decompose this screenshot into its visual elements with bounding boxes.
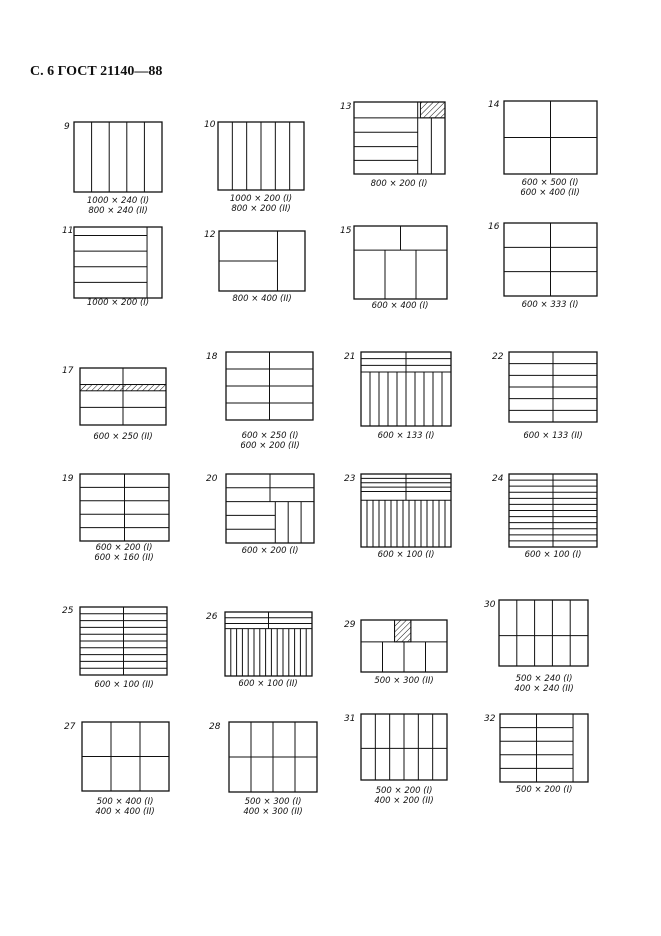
box-outline (500, 714, 588, 782)
caption-line: 600 × 100 (I) (524, 550, 582, 560)
diagram-number: 27 (64, 722, 76, 732)
caption-line: 600 × 133 (I) (377, 431, 435, 441)
caption-line: 600 × 400 (II) (520, 188, 580, 198)
diagram-caption (225, 546, 315, 556)
diagram-number: 22 (492, 352, 504, 362)
diagram-caption (355, 301, 445, 311)
diagram-number: 30 (484, 600, 496, 610)
diagram-box (219, 231, 305, 291)
diagram-number: 25 (62, 606, 74, 616)
caption-line: 600 × 200 (I) (95, 543, 153, 553)
diagram-number: 14 (488, 100, 500, 110)
diagram-caption (361, 431, 451, 441)
caption-line: 800 × 200 (II) (231, 204, 291, 214)
diagram-caption (73, 196, 163, 216)
diagram-number: 11 (62, 226, 74, 236)
caption-line: 1000 × 200 (I) (229, 194, 293, 204)
diagram-caption (79, 543, 169, 563)
caption-line: 600 × 100 (I) (377, 550, 435, 560)
diagram-box (229, 722, 317, 792)
diagram-caption (216, 194, 306, 214)
caption-line: 600 × 100 (II) (238, 679, 298, 689)
diagram-caption (228, 797, 318, 817)
caption-line: 600 × 250 (I) (241, 431, 299, 441)
diagram-caption (217, 294, 307, 304)
diagram-box (354, 102, 445, 174)
diagram-number: 21 (344, 352, 356, 362)
diagram-number: 17 (62, 366, 74, 376)
diagram-number: 29 (344, 620, 356, 630)
caption-line: 400 × 240 (II) (514, 684, 574, 694)
diagram-box (82, 722, 169, 791)
diagram-box (74, 122, 162, 192)
caption-line: 600 × 200 (II) (240, 441, 300, 451)
caption-line: 500 × 200 (I) (515, 785, 573, 795)
hatched-cell (395, 620, 411, 642)
diagram-caption (505, 178, 595, 198)
caption-line: 600 × 100 (II) (94, 680, 154, 690)
box-outline (499, 600, 588, 666)
caption-line: 500 × 300 (I) (244, 797, 302, 807)
diagram-number: 13 (340, 102, 352, 112)
diagram-box (504, 223, 597, 296)
diagram-caption (359, 786, 449, 806)
diagram-box (354, 226, 447, 299)
diagram-number: 19 (62, 474, 74, 484)
caption-line: 600 × 200 (I) (241, 546, 299, 556)
diagram-caption (80, 797, 170, 817)
caption-line: 800 × 400 (II) (232, 294, 292, 304)
caption-line: 600 × 133 (II) (523, 431, 583, 441)
page-header: С. 6 ГОСТ 21140—88 (30, 64, 163, 79)
diagram-caption (223, 679, 313, 689)
diagram-number: 20 (206, 474, 218, 484)
diagram-box (74, 227, 162, 298)
diagram-box (226, 474, 314, 543)
diagram-box (361, 714, 447, 780)
caption-line: 400 × 200 (II) (374, 796, 434, 806)
diagram-caption (354, 179, 444, 189)
diagram-number: 31 (344, 714, 356, 724)
caption-line: 600 × 500 (I) (521, 178, 579, 188)
diagram-number: 23 (344, 474, 356, 484)
diagram-box (361, 352, 451, 426)
diagram-box (80, 607, 167, 675)
caption-line: 1000 × 240 (I) (86, 196, 150, 206)
diagram-caption (505, 300, 595, 310)
diagram-caption (79, 680, 169, 690)
diagram-number: 32 (484, 714, 496, 724)
diagram-caption (499, 674, 589, 694)
diagram-number: 9 (64, 122, 70, 132)
caption-line: 500 × 240 (I) (515, 674, 573, 684)
diagram-box (504, 101, 597, 174)
diagram-box (226, 352, 313, 420)
hatched-cell (80, 385, 166, 391)
diagram-box (509, 474, 597, 547)
caption-line: 400 × 400 (II) (95, 807, 155, 817)
box-outline (74, 227, 162, 298)
diagram-number: 24 (492, 474, 504, 484)
diagram-box (80, 474, 169, 541)
diagram-number: 28 (209, 722, 221, 732)
diagram-caption (499, 785, 589, 795)
caption-line: 1000 × 200 (I) (86, 298, 150, 308)
diagram-box (361, 474, 451, 547)
caption-line: 500 × 400 (I) (96, 797, 154, 807)
diagram-caption (508, 431, 598, 441)
caption-line: 400 × 300 (II) (243, 807, 303, 817)
diagram-caption (225, 431, 315, 451)
caption-line: 500 × 300 (II) (374, 676, 434, 686)
diagram-number: 16 (488, 222, 500, 232)
box-outline (74, 122, 162, 192)
diagram-number: 15 (340, 226, 352, 236)
diagram-box (218, 122, 304, 190)
diagram-box (361, 620, 447, 672)
caption-line: 600 × 250 (II) (93, 432, 153, 442)
caption-line: 600 × 400 (I) (371, 301, 429, 311)
diagram-caption (508, 550, 598, 560)
caption-line: 500 × 200 (I) (375, 786, 433, 796)
diagram-box (225, 612, 312, 676)
caption-line: 800 × 200 (I) (370, 179, 428, 189)
diagram-box (499, 600, 588, 666)
diagram-number: 18 (206, 352, 218, 362)
caption-line: 800 × 240 (II) (88, 206, 148, 216)
diagram-number: 26 (206, 612, 218, 622)
diagram-number: 10 (204, 120, 216, 130)
caption-line: 600 × 160 (II) (94, 553, 154, 563)
diagram-box (500, 714, 588, 782)
diagram-box (80, 368, 166, 425)
hatched-cell (420, 102, 445, 118)
diagram-box (509, 352, 597, 422)
diagram-caption (361, 550, 451, 560)
diagram-number: 12 (204, 230, 216, 240)
caption-line: 600 × 333 (I) (521, 300, 579, 310)
diagram-caption (73, 298, 163, 308)
diagram-caption (359, 676, 449, 686)
diagram-caption (78, 432, 168, 442)
